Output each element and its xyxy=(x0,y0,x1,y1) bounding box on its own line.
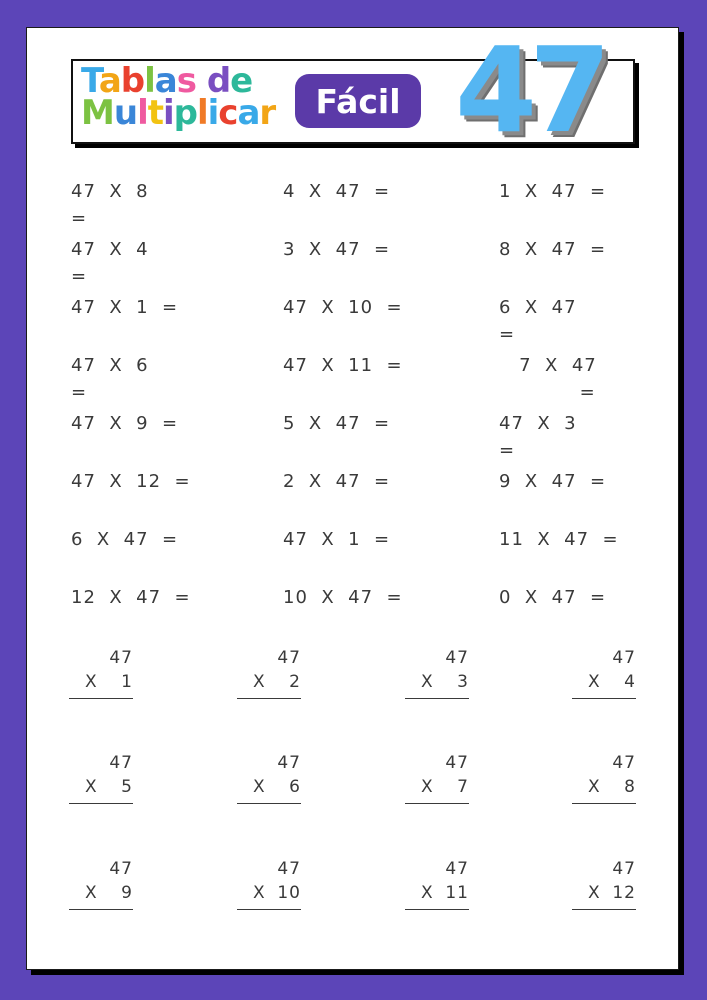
answer-line xyxy=(237,803,301,804)
table-number: 47 xyxy=(455,21,604,159)
times-sign: X xyxy=(85,672,98,692)
answer-line xyxy=(405,909,469,910)
multiplicand: 47 xyxy=(277,753,301,773)
vertical-multiplication xyxy=(69,751,133,804)
vertical-multiplication xyxy=(572,646,636,699)
multiplication-problem: 47 X 6 = xyxy=(71,355,149,403)
title-line-1: Tablas de xyxy=(81,61,253,101)
multiplier: 6 xyxy=(289,777,301,797)
worksheet-title xyxy=(81,61,276,133)
multiplication-problem: 9 X 47 = xyxy=(499,471,607,492)
multiplication-problem: 47 X 10 = xyxy=(283,297,403,318)
vertical-multiplication xyxy=(405,751,469,804)
multiplication-problem: 3 X 47 = xyxy=(283,239,391,260)
answer-line xyxy=(405,698,469,699)
title-line-2: Multiplicar xyxy=(81,93,276,133)
multiplication-problem: 5 X 47 = xyxy=(283,413,391,434)
multiplicand: 47 xyxy=(445,859,469,879)
times-sign: X xyxy=(253,777,266,797)
times-sign: X xyxy=(421,672,434,692)
vertical-multiplication xyxy=(405,857,469,910)
multiplicand: 47 xyxy=(109,859,133,879)
multiplication-problem: 1 X 47 = xyxy=(499,181,607,202)
times-sign: X xyxy=(588,672,601,692)
multiplicand: 47 xyxy=(612,648,636,668)
answer-line xyxy=(237,909,301,910)
multiplier: 7 xyxy=(457,777,469,797)
multiplier: 1 xyxy=(121,672,133,692)
multiplier: 10 xyxy=(277,883,301,903)
answer-line xyxy=(572,909,636,910)
vertical-multiplication xyxy=(69,857,133,910)
answer-line xyxy=(572,803,636,804)
multiplication-problem: 12 X 47 = xyxy=(71,587,191,608)
multiplication-problem: 6 X 47 = xyxy=(71,529,179,550)
multiplier: 3 xyxy=(457,672,469,692)
times-sign: X xyxy=(421,883,434,903)
multiplicand: 47 xyxy=(445,753,469,773)
multiplicand: 47 xyxy=(445,648,469,668)
multiplier: 2 xyxy=(289,672,301,692)
answer-line xyxy=(69,698,133,699)
multiplier: 8 xyxy=(624,777,636,797)
multiplicand: 47 xyxy=(612,859,636,879)
multiplicand: 47 xyxy=(109,753,133,773)
times-sign: X xyxy=(253,883,266,903)
multiplication-problem: 11 X 47 = xyxy=(499,529,619,550)
times-sign: X xyxy=(588,883,601,903)
times-sign: X xyxy=(85,777,98,797)
multiplier: 4 xyxy=(624,672,636,692)
multiplication-problem: 2 X 47 = xyxy=(283,471,391,492)
answer-line xyxy=(405,803,469,804)
answer-line xyxy=(69,909,133,910)
answer-line xyxy=(69,803,133,804)
multiplier: 11 xyxy=(445,883,469,903)
multiplication-problem: 47 X 12 = xyxy=(71,471,191,492)
vertical-multiplication xyxy=(572,751,636,804)
times-sign: X xyxy=(588,777,601,797)
multiplication-problem: 47 X 1 = xyxy=(283,529,391,550)
multiplication-problem: 47 X 8 = xyxy=(71,181,149,229)
multiplication-problem: 47 X 3 = xyxy=(499,413,577,461)
multiplier: 5 xyxy=(121,777,133,797)
vertical-multiplication xyxy=(572,857,636,910)
multiplier: 12 xyxy=(612,883,636,903)
vertical-multiplication xyxy=(237,751,301,804)
header-banner xyxy=(71,21,635,159)
worksheet-page xyxy=(26,21,679,970)
multiplication-problem: 7 X 47 = xyxy=(519,355,597,403)
multiplicand: 47 xyxy=(109,648,133,668)
vertical-multiplication xyxy=(405,646,469,699)
difficulty-badge: Fácil xyxy=(295,74,421,128)
answer-line xyxy=(572,698,636,699)
times-sign: X xyxy=(85,883,98,903)
vertical-multiplication xyxy=(237,646,301,699)
multiplication-problem: 47 X 11 = xyxy=(283,355,403,376)
vertical-multiplication xyxy=(237,857,301,910)
multiplication-problem: 8 X 47 = xyxy=(499,239,607,260)
multiplier: 9 xyxy=(121,883,133,903)
answer-line xyxy=(237,698,301,699)
multiplicand: 47 xyxy=(277,648,301,668)
multiplicand: 47 xyxy=(277,859,301,879)
times-sign: X xyxy=(421,777,434,797)
multiplication-problem: 6 X 47 = xyxy=(499,297,577,345)
multiplication-problem: 0 X 47 = xyxy=(499,587,607,608)
multiplication-problem: 4 X 47 = xyxy=(283,181,391,202)
multiplication-problem: 47 X 4 = xyxy=(71,239,149,287)
multiplicand: 47 xyxy=(612,753,636,773)
multiplication-problem: 47 X 9 = xyxy=(71,413,179,434)
times-sign: X xyxy=(253,672,266,692)
vertical-multiplication xyxy=(69,646,133,699)
multiplication-problem: 47 X 1 = xyxy=(71,297,179,318)
multiplication-problem: 10 X 47 = xyxy=(283,587,403,608)
